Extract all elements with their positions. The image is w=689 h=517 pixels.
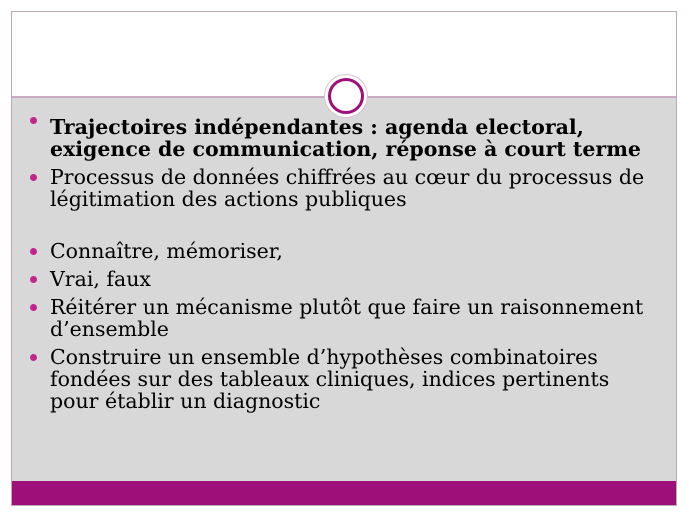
- bullet-item: [28, 268, 658, 290]
- bullet-item: [28, 116, 658, 160]
- bullet-text: Processus de données chiffrées au cœur du processus de légitimation des actions publiques: [50, 165, 645, 211]
- bullet-text: Trajectoires indépendantes : agenda electoral, exigence de communication, réponse à court terme: [50, 115, 641, 161]
- bullet-item: [28, 346, 658, 412]
- bullet-item: [28, 240, 658, 262]
- bullet-text: Vrai, faux: [50, 267, 151, 291]
- bullet-dot-icon: [30, 117, 37, 124]
- bullet-dot-icon: [30, 304, 37, 311]
- bullet-item: [28, 166, 658, 210]
- bullet-text: Connaître, mémoriser,: [50, 239, 283, 263]
- bullet-dot-icon: [30, 354, 37, 361]
- bullet-text: Réitérer un mécanisme plutôt que faire un raisonnement d’ensemble: [50, 295, 644, 341]
- bullet-dot-icon: [30, 248, 37, 255]
- bullet-text: Construire un ensemble d’hypothèses combinatoires fondées sur des tableaux cliniques, indices pertinents pour établir un diagnostic: [50, 345, 610, 413]
- slide: [11, 11, 677, 506]
- bullet-item: [28, 296, 658, 340]
- ring-icon: [328, 78, 364, 114]
- footer-bar: [12, 481, 676, 505]
- bullet-list: [28, 116, 658, 418]
- bullet-dot-icon: [30, 174, 37, 181]
- bullet-dot-icon: [30, 276, 37, 283]
